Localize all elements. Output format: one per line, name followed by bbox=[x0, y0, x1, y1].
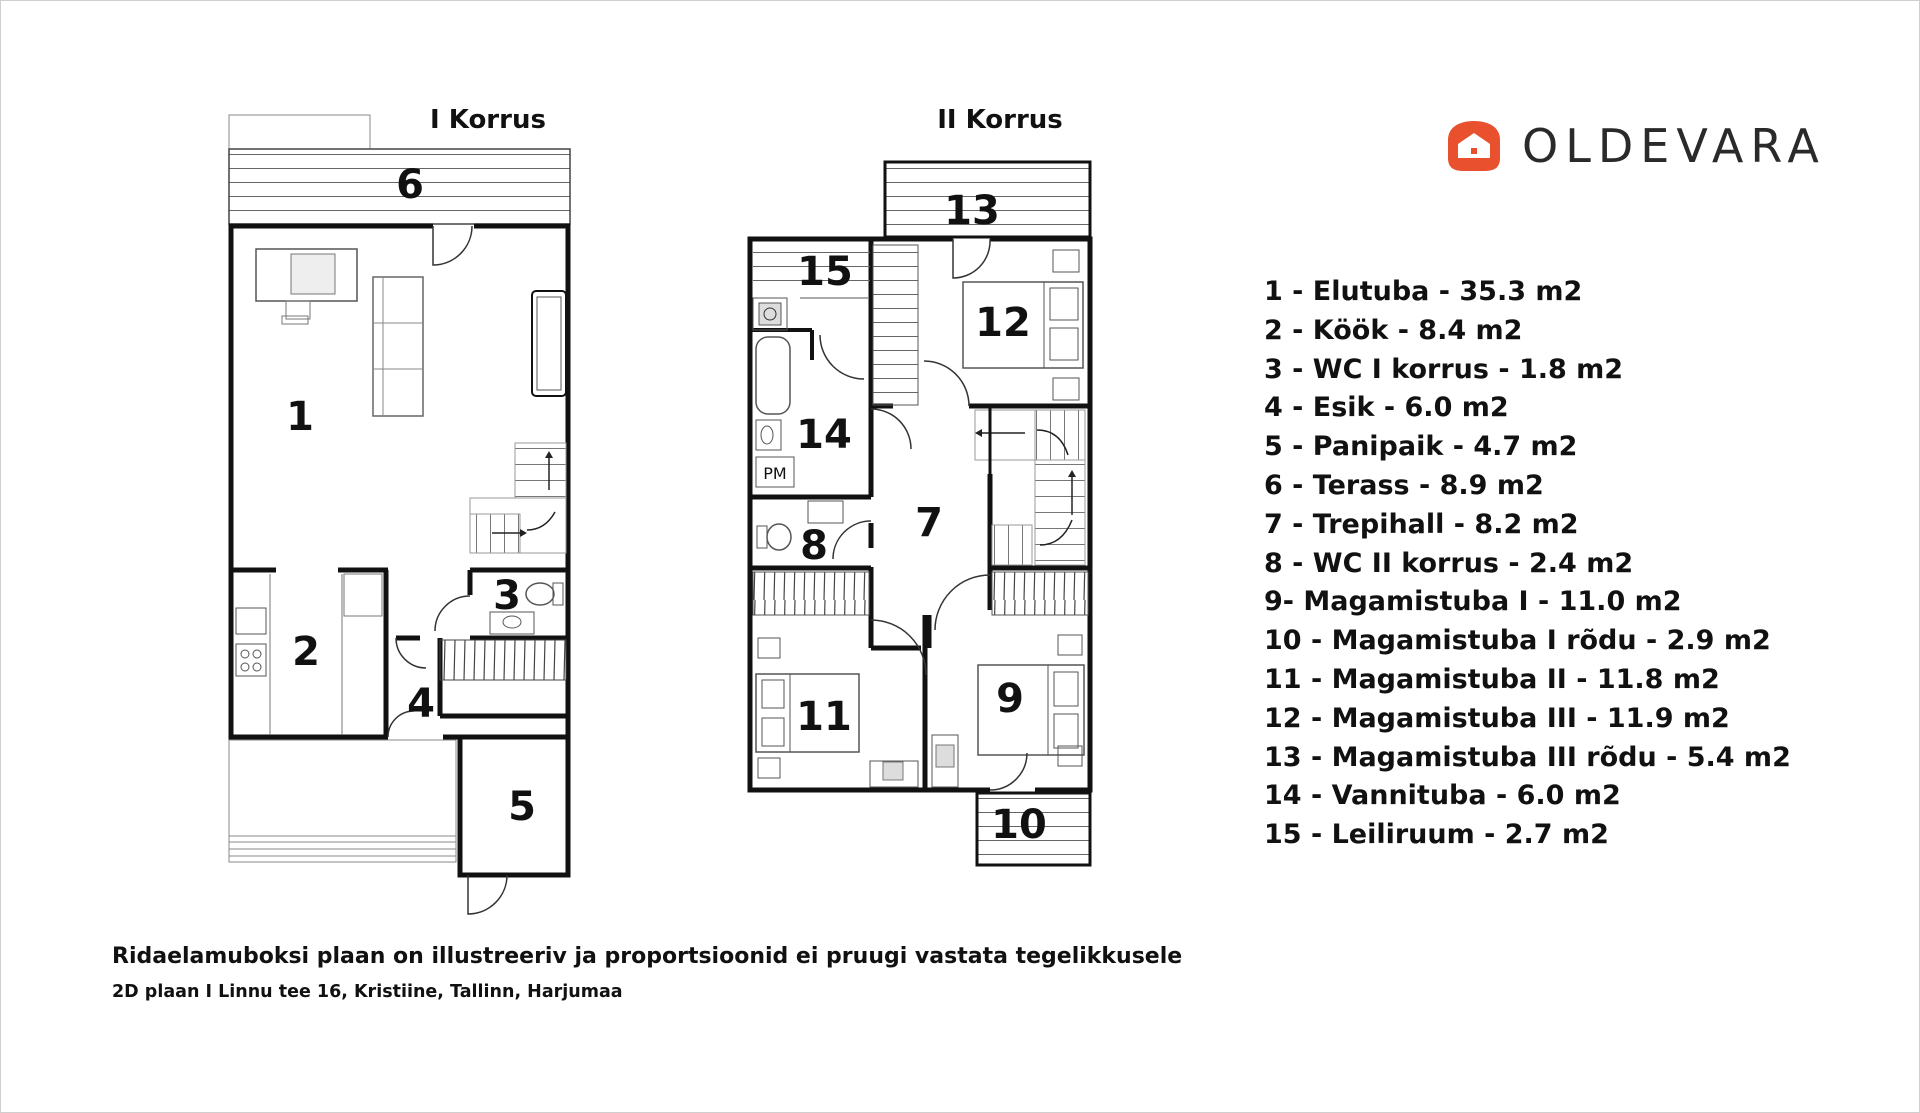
room-number: 6 bbox=[396, 162, 424, 208]
pm-label: PM bbox=[763, 464, 787, 483]
room-number: 1 bbox=[286, 394, 314, 440]
bathtub bbox=[756, 337, 790, 414]
room-number: 8 bbox=[800, 523, 828, 569]
legend-item: 13 - Magamistuba III rõdu - 5.4 m2 bbox=[1264, 741, 1791, 773]
floor-1-plan bbox=[229, 105, 570, 914]
door-terrace bbox=[433, 226, 472, 265]
bed-9 bbox=[978, 665, 1084, 755]
address-line: 2D plaan I Linnu tee 16, Kristiine, Tallinn, Harjumaa bbox=[112, 982, 623, 1002]
legend-item: 8 - WC II korrus - 2.4 m2 bbox=[1264, 547, 1634, 579]
legend-item: 4 - Esik - 6.0 m2 bbox=[1264, 392, 1509, 424]
floor-1-outer-wall bbox=[231, 226, 433, 737]
room-number: 9 bbox=[996, 676, 1024, 722]
house-icon bbox=[1444, 118, 1504, 174]
legend-item: 1 - Elutuba - 35.3 m2 bbox=[1264, 276, 1583, 307]
room-number: 15 bbox=[797, 249, 853, 295]
legend-item: 9- Magamistuba I - 11.0 m2 bbox=[1264, 586, 1682, 618]
sofa bbox=[373, 277, 423, 416]
room-number: 3 bbox=[493, 573, 521, 619]
brand-logo bbox=[1444, 116, 1826, 176]
room-number: 11 bbox=[796, 694, 852, 740]
legend-item: 11 - Magamistuba II - 11.8 m2 bbox=[1264, 663, 1720, 695]
disclaimer-note: Ridaelamuboksi plaan on illustreeriv ja proportsioonid ei pruugi vastata tegelikkusele bbox=[112, 944, 1183, 969]
floor-2-title: II Korrus bbox=[937, 105, 1063, 135]
stairs-floor-1 bbox=[515, 443, 566, 498]
room-number: 7 bbox=[915, 500, 943, 546]
floor-2-plan bbox=[750, 105, 1090, 865]
legend-item: 6 - Terass - 8.9 m2 bbox=[1264, 469, 1544, 501]
room-number: 2 bbox=[292, 629, 320, 675]
room-number: 12 bbox=[975, 300, 1031, 346]
legend-item: 14 - Vannituba - 6.0 m2 bbox=[1264, 780, 1621, 812]
brand-name: OLDEVARA bbox=[1522, 119, 1826, 173]
floor-1-title: I Korrus bbox=[430, 105, 546, 135]
room-number: 10 bbox=[991, 802, 1047, 848]
room-number: 4 bbox=[407, 681, 435, 727]
room-number: 14 bbox=[796, 412, 852, 458]
lower-deck bbox=[229, 740, 456, 862]
legend-item: 5 - Panipaik - 4.7 m2 bbox=[1264, 431, 1578, 463]
legend-item: 7 - Trepihall - 8.2 m2 bbox=[1264, 508, 1579, 540]
terrace-railing bbox=[229, 115, 370, 149]
legend-item: 10 - Magamistuba I rõdu - 2.9 m2 bbox=[1264, 625, 1771, 657]
legend-item: 2 - Köök - 8.4 m2 bbox=[1264, 314, 1523, 346]
room-number: 13 bbox=[944, 188, 1000, 234]
wardrobe-9 bbox=[992, 572, 1088, 615]
room-number: 5 bbox=[508, 784, 536, 830]
legend-item: 3 - WC I korrus - 1.8 m2 bbox=[1264, 353, 1624, 385]
legend-item: 15 - Leiliruum - 2.7 m2 bbox=[1264, 819, 1609, 851]
stairs-floor-2 bbox=[1035, 410, 1085, 460]
room-legend bbox=[1264, 273, 1791, 855]
wardrobe-11 bbox=[753, 572, 869, 615]
legend-item: 12 - Magamistuba III - 11.9 m2 bbox=[1264, 702, 1730, 734]
wardrobe-12 bbox=[873, 245, 918, 405]
